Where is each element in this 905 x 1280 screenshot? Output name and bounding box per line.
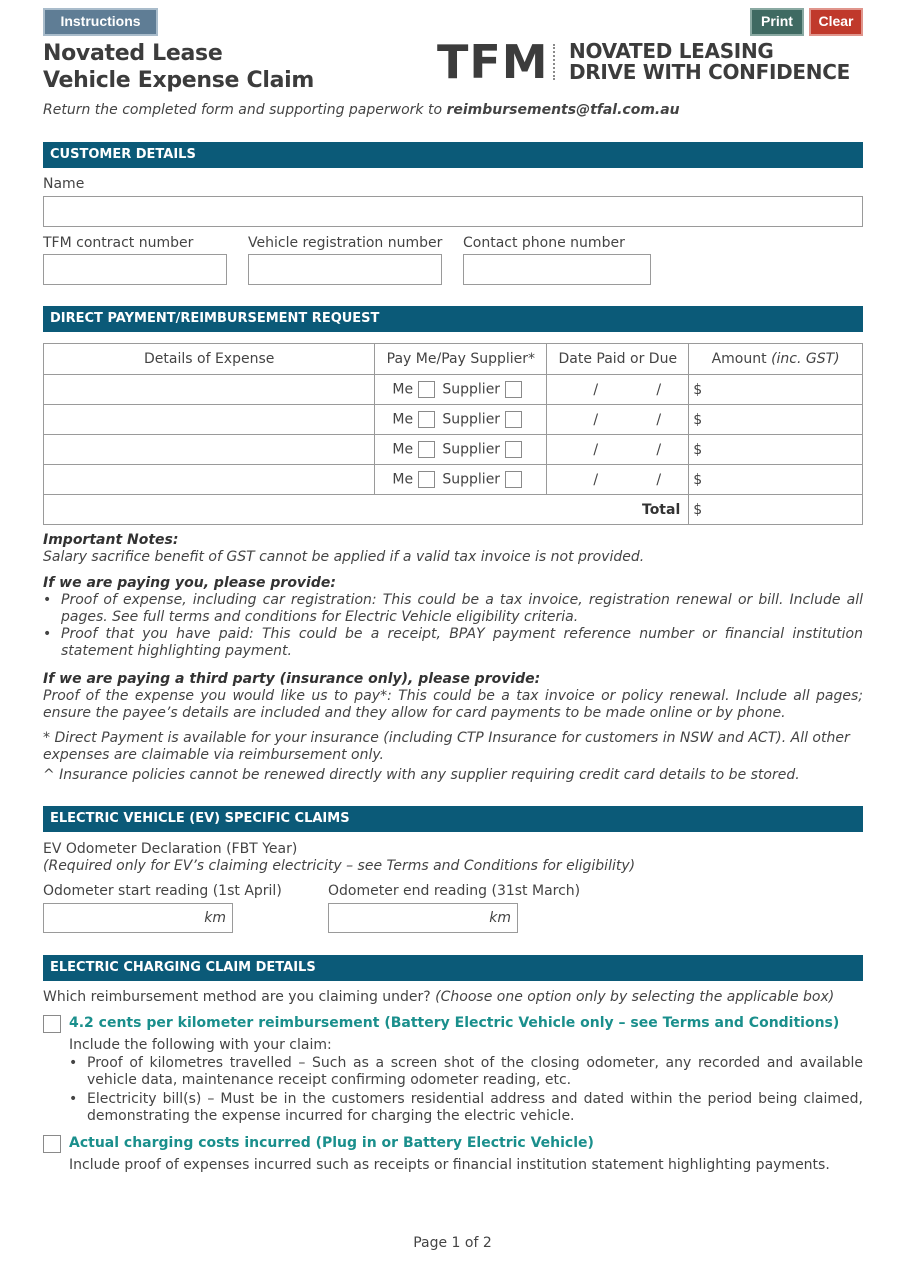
me-checkbox[interactable] [418,381,435,398]
me-checkbox[interactable] [418,411,435,428]
dollar-sign: $ [693,381,703,398]
option-per-km-title: 4.2 cents per kilometer reimbursement (Battery Electric Vehicle only – see Terms and Conditions) [69,1015,840,1031]
header-details: Details of Expense [44,344,375,375]
supplier-label: Supplier [442,441,501,458]
pay-you-notes [43,575,863,660]
amount-field[interactable] [689,405,863,435]
supplier-checkbox[interactable] [505,381,522,398]
form-title [43,40,314,94]
amount-field[interactable] [689,375,863,405]
supplier-label: Supplier [442,381,501,398]
tagline-line1: NOVATED LEASING [569,39,774,63]
supplier-checkbox[interactable] [505,441,522,458]
me-label: Me [392,411,414,428]
dollar-sign: $ [693,441,703,458]
question-text: Which reimbursement method are you claiming under? [43,989,436,1005]
list-item: • Electricity bill(s) – Must be in the customers residential address and dated within the period being claimed, demonstrating the expense incurred for charging the electric vehicle. [69,1091,863,1125]
table-row [44,435,863,465]
return-email: reimbursements@tfal.com.au [446,102,680,118]
third-party-text: Proof of the expense you would like us to pay*: This could be a tax invoice or policy renewal. Include all pages; ensure the payee’s details are included and they allow for card payments to be made online or by phone. [43,688,863,721]
contract-number-label: TFM contract number [43,235,194,251]
list-item: • Proof of expense, including car registration: This could be a tax invoice, registration renewal or bill. Include all pages. See full terms and conditions for Electric Vehicle eligibility criteria. [43,592,863,626]
expense-details-field[interactable] [44,375,375,405]
tfm-logo: TFM [437,35,549,89]
tagline-line2: DRIVE WITH CONFIDENCE [569,60,850,84]
print-button[interactable]: Print [750,8,804,36]
expense-details-field[interactable] [44,465,375,495]
important-notes-heading: Important Notes: [43,532,179,548]
important-notes [43,532,863,566]
option-per-km-details [69,1037,863,1125]
option-actual-costs-text: Include proof of expenses incurred such as receipts or financial institution statement highlighting payments. [69,1157,830,1173]
supplier-checkbox[interactable] [505,411,522,428]
list-item: • Proof that you have paid: This could be a receipt, BPAY payment reference number or financial institution statement highlighting payment. [43,626,863,660]
odometer-start-label: Odometer start reading (1st April) [43,883,282,899]
table-row [44,375,863,405]
dollar-sign: $ [693,501,703,518]
amount-field[interactable] [689,465,863,495]
ev-declaration: EV Odometer Declaration (FBT Year) [43,841,298,857]
logo-tagline [569,41,850,83]
km-unit: km [489,910,511,926]
pay-choice-cell [375,465,547,495]
important-notes-text: Salary sacrifice benefit of GST cannot be applied if a valid tax invoice is not provided. [43,549,645,565]
return-instructions [43,102,680,118]
pay-you-heading: If we are paying you, please provide: [43,575,336,591]
section-customer-details: CUSTOMER DETAILS [43,142,863,168]
header-amount-suffix: (inc. GST) [771,351,840,367]
page-number: Page 1 of 2 [413,1235,492,1251]
contract-number-field[interactable] [43,254,227,285]
option-per-km-checkbox[interactable] [43,1015,61,1033]
return-prefix: Return the completed form and supporting paperwork to [43,102,447,118]
dollar-sign: $ [693,471,703,488]
date-field[interactable]: / / [547,435,689,465]
third-party-notes [43,671,863,722]
date-field[interactable]: / / [547,375,689,405]
clear-button[interactable]: Clear [809,8,863,36]
expense-details-field[interactable] [44,405,375,435]
instructions-button[interactable]: Instructions [43,8,158,36]
date-field[interactable]: / / [547,465,689,495]
supplier-checkbox[interactable] [505,471,522,488]
date-field[interactable]: / / [547,405,689,435]
section-direct-payment: DIRECT PAYMENT/REIMBURSEMENT REQUEST [43,306,863,332]
name-field[interactable] [43,196,863,227]
option-per-km-intro: Include the following with your claim: [69,1037,332,1053]
form-title-line2: Vehicle Expense Claim [43,68,315,93]
pay-choice-cell [375,405,547,435]
supplier-label: Supplier [442,471,501,488]
header-amount [689,344,863,375]
me-checkbox[interactable] [418,441,435,458]
registration-label: Vehicle registration number [248,235,443,251]
logo-divider [553,44,555,80]
me-label: Me [392,441,414,458]
phone-label: Contact phone number [463,235,625,251]
question-note: (Choose one option only by selecting the applicable box) [435,989,835,1005]
expense-table [43,343,863,525]
km-unit: km [204,910,226,926]
reimbursement-question [43,989,834,1005]
name-label: Name [43,176,85,192]
footnote-caret: ^ Insurance policies cannot be renewed directly with any supplier requiring credit card details to be stored. [43,767,800,783]
odometer-start-field[interactable] [43,903,233,933]
total-label: Total [44,495,689,525]
header-amount-label: Amount [711,351,767,367]
expense-details-field[interactable] [44,435,375,465]
ev-declaration-note: (Required only for EV’s claiming electricity – see Terms and Conditions for eligibility) [43,858,636,874]
me-checkbox[interactable] [418,471,435,488]
form-title-line1: Novated Lease [43,41,223,66]
section-ev-claims: ELECTRIC VEHICLE (EV) SPECIFIC CLAIMS [43,806,863,832]
header-date: Date Paid or Due [547,344,689,375]
odometer-end-label: Odometer end reading (31st March) [328,883,581,899]
table-row [44,465,863,495]
option-actual-costs-title: Actual charging costs incurred (Plug in or Battery Electric Vehicle) [69,1135,594,1151]
phone-field[interactable] [463,254,651,285]
list-item: • Proof of kilometres travelled – Such as a screen shot of the closing odometer, any recorded and available vehicle data, maintenance receipt confirming odometer reading, etc. [69,1055,863,1089]
section-charging-claim: ELECTRIC CHARGING CLAIM DETAILS [43,955,863,981]
odometer-end-field[interactable] [328,903,518,933]
third-party-heading: If we are paying a third party (insurance only), please provide: [43,671,541,687]
me-label: Me [392,381,414,398]
pay-choice-cell [375,435,547,465]
supplier-label: Supplier [442,411,501,428]
total-row [44,495,863,525]
registration-field[interactable] [248,254,442,285]
expense-table-header [44,344,863,375]
table-row [44,405,863,435]
pay-choice-cell [375,375,547,405]
dollar-sign: $ [693,411,703,428]
option-actual-costs-checkbox[interactable] [43,1135,61,1153]
amount-field[interactable] [689,435,863,465]
footnote-star: * Direct Payment is available for your insurance (including CTP Insurance for customers in NSW and ACT). All other expenses are claimable via reimbursement only. [43,730,850,763]
me-label: Me [392,471,414,488]
total-amount-field[interactable] [689,495,863,525]
header-pay: Pay Me/Pay Supplier* [375,344,547,375]
